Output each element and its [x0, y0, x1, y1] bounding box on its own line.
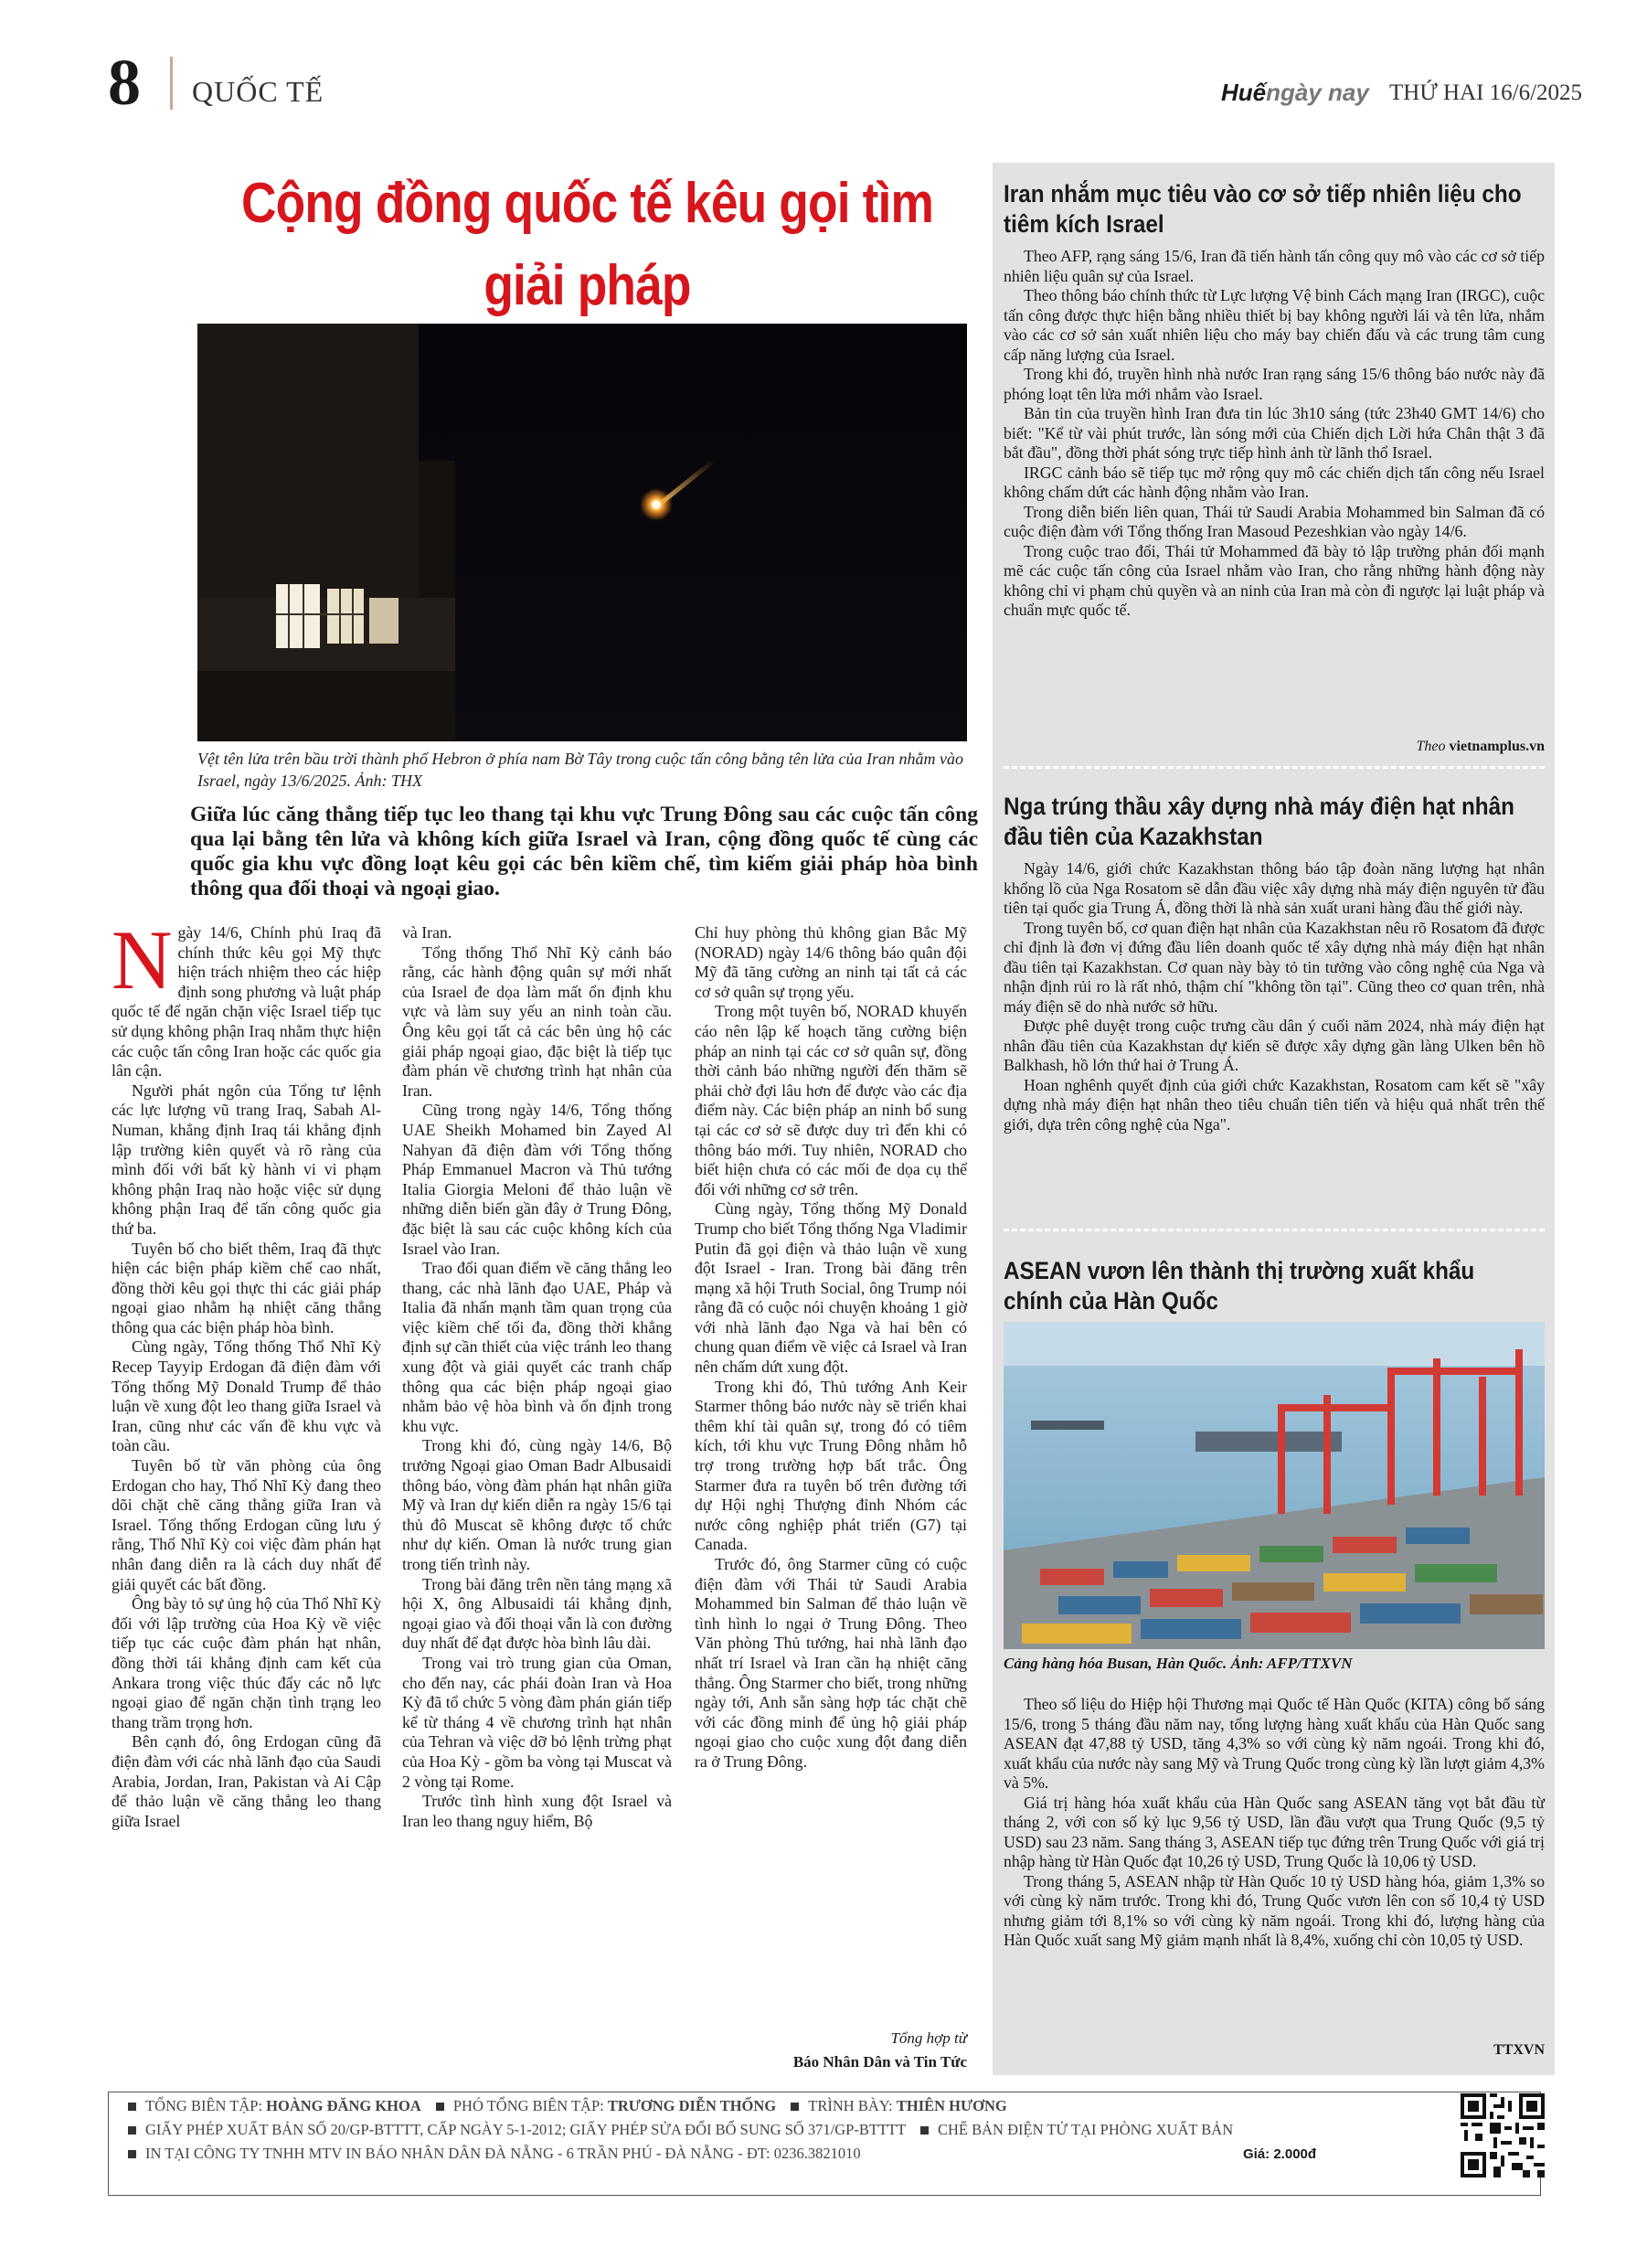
paragraph: Trong diễn biến liên quan, Thái tử Saudi Arabia Mohammed bin Salman đã có cuộc điện đàm với Tổng thống Iran Masoud Pezeshkian vào ngày 14/6. — [1004, 502, 1545, 540]
imprint-license-line — [117, 2121, 1233, 2139]
paragraph: Trong cuộc trao đổi, Thái tử Mohammed đã bày tỏ lập trường phản đối mạnh mẽ các cuộc tấn công của Israel nhằm vào Iran, cho rằng những hành động này không chỉ vi phạm chủ quyền và an ninh của Iran mà còn đi ngược lại luật pháp và chuẩn mực quốc tế. — [1004, 541, 1545, 619]
masthead-part-a: Huế — [1221, 79, 1267, 106]
paragraph: Theo số liệu do Hiệp hội Thương mại Quốc tế Hàn Quốc (KITA) công bố sáng 15/6, trong 5 tháng đầu năm nay, tổng lượng hàng xuất khẩu của Hàn Quốc sang ASEAN đạt 47,88 tỷ USD, tăng 4,3% so với cùng kỳ năm ngoái. Trong khi đó, xuất khẩu của nước này sang Mỹ và Trung Quốc trong cùng kỳ lần lượt giảm 4,3% và 5%. — [1004, 1695, 1545, 1792]
paragraph: Bản tin của truyền hình Iran đưa tin lúc 3h10 sáng (tức 23h40 GMT 14/6) cho biết: "Kể từ vài phút trước, làn sóng mới của Chiến dịch Lời hứa Chân thật 3 đã bắt đầu", đồng thời phát sóng trực tiếp hình ảnh từ lãnh thổ Israel. — [1004, 404, 1545, 462]
paragraph — [112, 913, 381, 1081]
night-missile-photo — [197, 324, 967, 741]
sidebar-article-2-title: Nga trúng thầu xây dựng nhà máy điện hạt nhân đầu tiên của Kazakhstan — [1004, 793, 1514, 850]
sidebar-article-2-body — [1004, 859, 1545, 1134]
drop-cap: N — [112, 913, 173, 1006]
header-divider — [170, 57, 173, 110]
sidebar-article-1-title: Iran nhắm mục tiêu vào cơ sở tiếp nhiên liệu cho tiêm kích Israel — [1004, 180, 1522, 238]
paragraph: Trao đổi quan điểm về căng thẳng leo thang, các nhà lãnh đạo UAE, Pháp và Italia đã nhấn mạnh tầm quan trọng của việc kiềm chế tối đa, đồng thời khẳng định sự cần thiết của việc tránh leo thang xung đột và giải quyết các tranh chấp thông qua các biện pháp ngoại giao nhằm bảo vệ hòa bình và ổn định trong khu vực. — [402, 1259, 672, 1435]
paragraph: Trong một tuyên bố, NORAD khuyến cáo nên lập kế hoạch tăng cường biện pháp an ninh tại các cơ sở quân sự, đồng thời cảnh báo những người đến thăm sẽ phải chờ đợi lâu hơn để được vào các địa điểm này. Các biện pháp an ninh bổ sung tại các cơ sở sẽ được duy trì đến khi có thông báo mới. Tuy nhiên, NORAD cho biết hiện chưa có các mối đe dọa cụ thể đối với những cơ sở trên. — [695, 1002, 967, 1198]
paragraph: Theo thông báo chính thức từ Lực lượng Vệ binh Cách mạng Iran (IRGC), cuộc tấn công được thực hiện bằng nhiều thiết bị bay không người lái và tên lửa, nhắm vào các cơ sở sản xuất nhiên liệu cho máy bay chiến đấu và các trung tâm cung cấp năng lượng của Israel. — [1004, 286, 1545, 364]
deputy-label: PHÓ TỔNG BIÊN TẬP: — [452, 2097, 608, 2114]
deputy-name: TRƯƠNG DIỄN THỐNG — [607, 2097, 777, 2114]
article-column-3 — [695, 923, 967, 1773]
source-prefix: Theo — [1416, 739, 1450, 754]
article-column-1 — [112, 913, 381, 1831]
bullet-square — [128, 2126, 136, 2135]
paragraph: Cùng ngày, Tổng thống Thổ Nhĩ Kỳ Recep Tayyip Erdogan đã điện đàm với Tổng thống Mỹ Donald Trump để thảo luận về xung đột leo thang giữa Israel và Iran, cũng như các vấn đề khu vực và toàn cầu. — [112, 1337, 381, 1455]
paragraph: Trong tháng 5, ASEAN nhập từ Hàn Quốc 10 tỷ USD hàng hóa, giảm 1,3% so với cùng kỳ năm trước. Trong khi đó, Trung Quốc vươn lên con số 10,4 tỷ USD nhưng giảm tới 8,1% so với cùng kỳ năm ngoái. Trong khi đó, lượng hàng của Hàn Quốc xuất sang Mỹ giảm mạnh nhất là 8,4%, xuống chỉ còn 10,05 tỷ USD. — [1004, 1871, 1545, 1949]
paragraph: Chỉ huy phòng thủ không gian Bắc Mỹ (NORAD) ngày 14/6 thông báo quân đội Mỹ đã tăng cường an ninh tại tất cả các cơ sở quân sự trọng yếu. — [695, 923, 967, 1001]
masthead-part-b: ngày nay — [1266, 79, 1369, 106]
paragraph: Tuyên bố từ văn phòng của ông Erdogan cho hay, Thổ Nhĩ Kỳ đang theo dõi chặt chẽ căng thẳng giữa Iran và Israel. Tổng thống Erdogan cũng lưu ý rằng, Thổ Nhĩ Kỳ coi việc đàm phán hạt nhân đang diễn ra là cách duy nhất để giải quyết các bất đồng. — [112, 1456, 381, 1593]
issue-date: THỨ HAI 16/6/2025 — [1389, 80, 1583, 105]
prepress-text: CHẾ BẢN ĐIỆN TỬ TẠI PHÒNG XUẤT BẢN — [938, 2121, 1234, 2138]
paragraph: Theo AFP, rạng sáng 15/6, Iran đã tiến hành tấn công quy mô vào các cơ sở tiếp nhiên liệu quân sự của Israel. — [1004, 247, 1545, 285]
paragraph: Người phát ngôn của Tổng tư lệnh các lực lượng vũ trang Iraq, Sabah Al-Numan, khẳng định Iraq tái khẳng định lập trường kiên quyết và rõ ràng của mình đối với bất kỳ hành vi vi phạm không phận Iraq nào hoặc việc sử dụng không phận Iraq để tấn công quốc gia thứ ba. — [112, 1081, 381, 1238]
bullet-square — [791, 2103, 799, 2111]
section-title: QUỐC TẾ — [192, 75, 324, 108]
paragraph: Cùng ngày, Tổng thống Mỹ Donald Trump cho biết Tổng thống Nga Vladimir Putin đã gọi điện và thảo luận về xung đột Israel - Iran. Trong bài đăng trên mạng xã hội Truth Social, ông Trump nói rằng đã có cuộc nói chuyện khoảng 1 giờ với nhà lãnh đạo Nga và hai bên có chung quan điểm về việc cả Israel và Iran nên chấm dứt xung đột. — [695, 1199, 967, 1377]
paragraph: Hoan nghênh quyết định của giới chức Kazakhstan, Rosatom cam kết sẽ "xây dựng nhà máy điện hạt nhân theo tiêu chuẩn tiên tiến và hiệu quả nhất trên thế giới, dựa trên công nghệ của Nga". — [1004, 1075, 1545, 1134]
bullet-square — [920, 2126, 929, 2135]
paragraph: Ngày 14/6, giới chức Kazakhstan thông báo tập đoàn năng lượng hạt nhân khổng lồ của Nga Rosatom sẽ dẫn đầu việc xây dựng nhà máy điện nguyên tử đầu tiên tại quốc gia Trung Á, đồng thời là nhà sản xuất urani hàng đầu thế giới này. — [1004, 859, 1545, 917]
source-name: vietnamplus.vn — [1449, 739, 1545, 754]
paragraph: Trong vai trò trung gian của Oman, cho đến nay, các phái đoàn Iran và Hoa Kỳ đã tổ chức 5 vòng đàm phán gián tiếp kể từ tháng 4 về chương trình hạt nhân của Tehran và việc dỡ bỏ lệnh trừng phạt của Hoa Kỳ - gồm ba vòng tại Muscat và 2 vòng tại Rome. — [402, 1653, 672, 1791]
sidebar-article-1-source — [1004, 739, 1545, 755]
paragraph: IRGC cảnh báo sẽ tiếp tục mở rộng quy mô các chiến dịch tấn công nếu Israel không chấm dứt các hành động nhằm vào Iran. — [1004, 463, 1545, 501]
price-label: Giá: 2.000đ — [1243, 2146, 1317, 2162]
port-photo-caption: Cảng hàng hóa Busan, Hàn Quốc. Ảnh: AFP/TTXVN — [1004, 1655, 1353, 1672]
article-column-2 — [402, 923, 672, 1831]
editor-label: TỔNG BIÊN TẬP: — [145, 2097, 267, 2114]
byline-source: Báo Nhân Dân và Tin Tức — [792, 2053, 967, 2071]
paragraph: Được phê duyệt trong cuộc trưng cầu dân ý cuối năm 2024, nhà máy điện hạt nhân đầu tiên của Kazakhstan dự kiến sẽ được xây dựng gần làng Ulken bên hồ Balkhash, hồ lớn thứ hai ở Trung Á. — [1004, 1017, 1545, 1074]
layout-label: TRÌNH BÀY: — [808, 2097, 897, 2114]
paragraph: Trong khi đó, truyền hình nhà nước Iran rạng sáng 15/6 thông báo nước này đã phóng loạt tên lửa mới nhắm vào Israel. — [1004, 365, 1545, 403]
editor-name: HOÀNG ĐĂNG KHOA — [266, 2097, 421, 2114]
paragraph: Giá trị hàng hóa xuất khẩu của Hàn Quốc sang ASEAN tăng vọt bắt đầu từ tháng 2, với con số kỷ lục 9,56 tỷ USD, lần đầu vượt qua Trung Quốc (9,5 tỷ USD) sau 23 năm. Sang tháng 3, ASEAN tiếp tục đứng trên Trung Quốc với giá trị nhập hàng từ Hàn Quốc đạt 10,26 tỷ USD, Trung Quốc là 10,06 tỷ USD. — [1004, 1793, 1545, 1870]
paragraph: và Iran. — [402, 923, 452, 942]
bullet-square — [128, 2150, 136, 2158]
sidebar-divider — [1004, 1229, 1545, 1231]
paragraph: Tuyên bố cho biết thêm, Iraq đã thực hiện các biện pháp kiềm chế cao nhất, đồng thời kêu gọi thực thi các giải pháp ngoại giao nhằm hạ nhiệt căng thẳng thông qua các biện pháp hòa bình. — [112, 1239, 381, 1336]
container-port-image — [1004, 1322, 1545, 1649]
paragraph: Ông bày tỏ sự ủng hộ của Thổ Nhĩ Kỳ đối với lập trường của Hoa Kỳ về việc tiếp tục các cuộc đàm phán hạt nhân, đồng thời tái khẳng định cam kết của Ankara trong việc thúc đẩy các nỗ lực ngoại giao để ngăn chặn tình trạng leo thang trầm trọng hơn. — [112, 1594, 381, 1731]
byline-label: Tổng hợp từ — [890, 2029, 967, 2047]
bullet-square — [436, 2103, 444, 2111]
paragraph: Trong tuyên bố, cơ quan điện hạt nhân của Kazakhstan nêu rõ Rosatom đã được chỉ định là đơn vị đứng đầu liên doanh quốc tế xây dựng nhà máy điện hạt nhân đầu tiên tại Kazakhstan. Cơ quan này bày tỏ tin tưởng vào công nghệ của Nga và nhận định rủi ro là rất nhỏ, thậm chí "không tồn tại". Cũng theo cơ quan trên, nhà máy điện sẽ do nhà nước sở hữu. — [1004, 918, 1545, 1016]
paragraph: Trước đó, ông Starmer cũng có cuộc điện đàm với Thái tử Saudi Arabia Mohammed bin Salman để thảo luận về tình hình lo ngại ở Trung Đông. Theo Văn phòng Thủ tướng, hai nhà lãnh đạo nhất trí Israel và Iran cần hạ nhiệt căng thẳng. Ông Starmer cho biết, trong những ngày tới, Anh sẵn sàng hợp tác chặt chẽ với các đồng minh để ủng hộ giải pháp ngoại giao cho cuộc xung đột đang diễn ra ở Trung Đông. — [695, 1555, 967, 1771]
photo-caption: Vệt tên lửa trên bầu trời thành phố Hebron ở phía nam Bờ Tây trong cuộc tấn công bằng tên lửa của Iran nhằm vào Israel, ngày 13/6/2025. Ảnh: THX — [197, 750, 964, 790]
qr-code-graphic — [1461, 2093, 1545, 2177]
lead-paragraph: Giữa lúc căng thẳng tiếp tục leo thang tại khu vực Trung Đông sau các cuộc tấn công qua lại bằng tên lửa và không kích giữa Israel và Iran, cộng đồng quốc tế cùng các quốc gia khu vực đồng loạt kêu gọi các bên kiềm chế, tìm kiếm giải pháp hòa bình thông qua đối thoại và ngoại giao. — [190, 803, 978, 900]
paragraph: Trong khi đó, Thủ tướng Anh Keir Starmer thông báo nước này sẽ triển khai thêm khí tài quân sự, trong đó có tiêm kích, tới khu vực Trung Đông nhằm hỗ trợ trong trường hợp bất trắc. Ông Starmer đưa ra tuyên bố trên đường tới dự Hội nghị Thượng đỉnh Nhóm các nước công nghiệp phát triển (G7) tại Canada. — [695, 1377, 967, 1554]
imprint-staff-line — [117, 2097, 1007, 2115]
masthead-logo — [1221, 79, 1369, 107]
sidebar-article-3-title: ASEAN vươn lên thành thị trường xuất khẩu chính của Hàn Quốc — [1004, 1257, 1475, 1315]
layout-name: THIÊN HƯƠNG — [896, 2097, 1007, 2114]
night-sky-image — [197, 324, 967, 741]
paragraph: Cũng trong ngày 14/6, Tổng thống UAE Sheikh Mohamed bin Zayed Al Nahyan đã điện đàm với Tổng thống Pháp Emmanuel Macron và Thủ tướng Italia Giorgia Meloni để thảo luận về những diễn biến gần đây ở Trung Đông, đặc biệt là sau các cuộc không kích của Israel vào Iran. — [402, 1101, 672, 1258]
sidebar-article-3-source: TTXVN — [1493, 2042, 1545, 2058]
paragraph: Tổng thống Thổ Nhĩ Kỳ cảnh báo rằng, các hành động quân sự mới nhất của Israel đe dọa làm mất ổn định khu vực và làm suy yếu an ninh toàn cầu. Ông kêu gọi tất cả các bên ủng hộ các giải pháp ngoại giao, đặc biệt là tiếp tục đàm phán về chương trình hạt nhân của Iran. — [402, 942, 672, 1100]
headline-line-1: Cộng đồng quốc tế kêu gọi tìm giải pháp — [240, 172, 934, 317]
imprint-printer-line — [117, 2145, 861, 2163]
paragraph: Bên cạnh đó, ông Erdogan cũng đã điện đàm với các nhà lãnh đạo của Saudi Arabia, Jordan, Iran, Pakistan và Ai Cập để thảo luận về căng thẳng leo thang giữa Israel — [112, 1732, 381, 1830]
sidebar-divider — [1004, 766, 1545, 769]
license-text: GIẤY PHÉP XUẤT BẢN SỐ 20/GP-BTTTT, CẤP NGÀY 5-1-2012; GIẤY PHÉP SỬA ĐỔI BỔ SUNG SỐ 371/GP-BTTTT — [145, 2121, 906, 2138]
paragraph: Trong bài đăng trên nền tảng mạng xã hội X, ông Albusaidi tái khẳng định, ngoại giao và đối thoại vẫn là con đường duy nhất để đạt được hòa bình lâu dài. — [402, 1574, 672, 1653]
printer-text: IN TẠI CÔNG TY TNHH MTV IN BÁO NHÂN DÂN ĐÀ NẴNG - 6 TRẦN PHÚ - ĐÀ NẴNG - ĐT: 0236.3821010 — [145, 2145, 861, 2162]
paragraph: Trong khi đó, cùng ngày 14/6, Bộ trưởng Ngoại giao Oman Badr Albusaidi thông báo, vòng đàm phán hạt nhân giữa Mỹ và Iran dự kiến diễn ra ngày 15/6 tại thủ đô Muscat sẽ không được tổ chức như dự kiến. Oman là nước trung gian trong tiến trình này. — [402, 1436, 672, 1573]
sidebar-article-3-body — [1004, 1695, 1545, 1951]
paragraph: Trước tình hình xung đột Israel và Iran leo thang nguy hiểm, Bộ — [402, 1792, 672, 1830]
bullet-square — [128, 2103, 136, 2111]
page-number: 8 — [108, 46, 141, 119]
qr-code-icon[interactable] — [1461, 2093, 1545, 2177]
paragraph-text: gày 14/6, Chính phủ Iraq đã chính thức kêu gọi Mỹ thực hiện trách nhiệm theo các hiệp định song phương và luật pháp quốc tế để ngăn chặn việc Israel tiếp tục sử dụng không phận Iraq nhằm thực hiện các cuộc tấn công Iran hoặc các quốc gia lân cận. — [112, 923, 381, 1081]
sidebar-article-1-body — [1004, 247, 1545, 621]
port-photo — [1004, 1322, 1545, 1649]
